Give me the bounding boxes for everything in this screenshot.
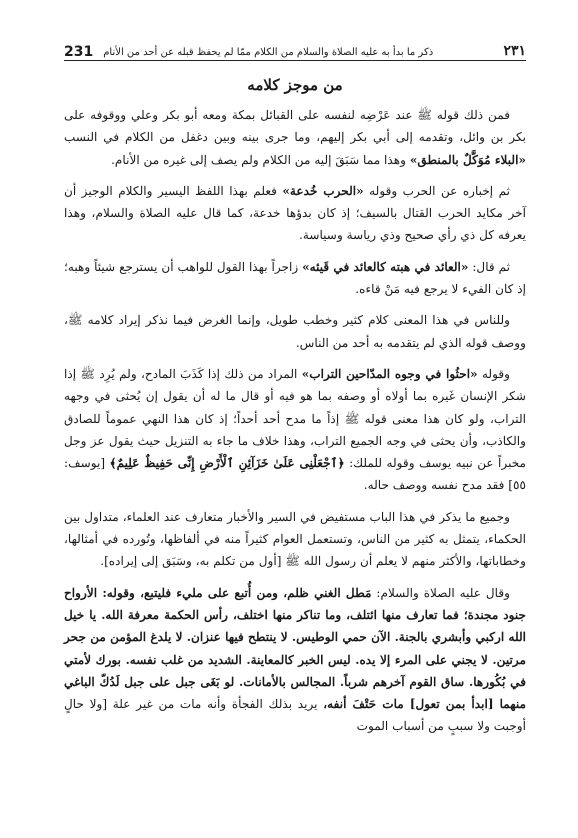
page-number-latin: 231 <box>64 44 94 60</box>
paragraph <box>64 180 526 247</box>
paragraph-text: وجميع ما يذكر في هذا الباب مستفيض في السير والأخبار متعارف عند العلماء، متداول بين الحكماء، يتمثل به كثير من الناس، وتستعمل العوام كثيراً منه في ألفاظها، وتُورده في أمثالها، وخطاباتها، والأكثر منهم لا يعلم أن رسول الله ﷺ [أول من تكلم به، وسَبَق إلى إيراده]. <box>64 509 526 569</box>
bold-quote: ﴿ٱجْعَلْنِى عَلَىٰ خَزَآئِنِ ٱلْأَرْضِ إِنِّى حَفِيظٌ عَلِيمٌ﴾ <box>109 456 345 471</box>
paragraph-text: ثم إخباره عن الحرب وقوله <box>363 183 511 198</box>
paragraph-text: ثم قال: <box>468 259 510 274</box>
paragraph-text: يريد بذلك الفجأة وأنه مات من غير علة [ولا حالٍ أوجبت ولا سببٍ من أسباب الموت <box>64 697 526 734</box>
paragraph-text: وقوله <box>477 366 510 381</box>
bold-quote: «العائد في هبته كالعائد في قَيئه» <box>302 259 469 274</box>
section-title: من موجز كلامه <box>247 76 343 94</box>
bold-quote: «البلاء مُوَكَّلٌ بالمنطق» <box>409 152 526 167</box>
paragraph <box>64 104 526 171</box>
paragraph-text: وللناس في هذا المعنى كلام كثير وخطب طويل، وإنما الغرض فيما نذكر إيراد كلامه ﷺ، ووصف قوله الذي لم يتقدمه به أحد من الناس. <box>64 313 526 350</box>
paragraph-text: وقال عليه الصلاة والسلام: <box>371 585 510 600</box>
paragraph <box>64 506 526 573</box>
page-body <box>64 62 526 832</box>
paragraphs-container <box>64 104 526 738</box>
paragraph-text: [يوسف: ٥٥] فقد مدح نفسه ووصف حاله. <box>64 456 526 493</box>
bold-quote: مَطل الغني ظلم، ومن أُتبع على مليء فليتبع، وقوله: الأرواح جنود مجندة؛ فما تعارف منها ائتلف، وما تناكر منها اختلف، رأس الحكمة معرفة الله. يا خيل الله اركبي وأبشري بالجنة. الآن حمي الوطيس. لا ينتطح فيها عنزان. لا يلدغ المؤمن من جحر مرتين. لا يجني على المرء إلا يده. ليس الخبر كالمعاينة. الشديد من غلب نفسه. بورك لأمتي في بُكُورها. ساق القوم آخرهم شرباً. المجالس بالأمانات. لو بَغَى جبل على جبل لَدُكّ الباغي منهما [ابدأ بمن تعول] مات حَتْفَ أنفه، <box>64 585 526 712</box>
paragraph-text: وهذا مما سَبَقَ إليه من الكلام ولم يصف إلى غيره من الأنام. <box>111 152 410 167</box>
bold-quote: «الحرب خُدعة» <box>282 183 364 198</box>
paragraph <box>64 363 526 497</box>
paragraph-text: المراد من ذلك إذا كَذَبَ المادح، ولم يُرِد ﷺ إذا شكر الإنسان غَيره بما أولاه أو وصفه بما هو فيه أو قال ما له أن يقول إن يُحثى في وجهه التراب، ولو كان هذا معنى قوله ﷺ إذاً ما مدح أحد أحداً؛ إذ كان هذا النهي عموماً للصادق والكاذب، وأن يحثى في وجه الجميع التراب، وهذا خلاف ما جاء به التنزيل حيث يقول عز وجل مخبراً عن نبيه يوسف وقوله للملك: <box>64 366 527 471</box>
paragraph <box>64 309 526 354</box>
paragraph-text: فمن ذلك قوله ﷺ عند عَرْضِه لنفسه على القبائل بمكة ومعه أبو بكر وعلي ووقوفه على بكر بن وائل، وتقدمه إلى أبي بكر إليهم، وما جرى بينه وبين دغفل من الكلام في النسب <box>64 108 526 145</box>
page-number-arabic: ٢٣١ <box>503 43 526 59</box>
paragraph <box>64 582 526 738</box>
bold-quote: «احثُوا في وجوه المدّاحين التراب» <box>301 366 478 381</box>
paragraph <box>64 256 526 301</box>
header-left <box>64 44 433 60</box>
running-title: ذكر ما بدأ به عليه الصلاة والسلام من الكلام ممّا لم يحفظ قبله عن أحد من الأنام <box>103 47 434 58</box>
paragraph-text: فعلم بهذا اللفظ اليسير والكلام الوجيز أن آخر مكايد الحرب القتال بالسيف؛ إذ كان بدؤها خدعة، كما قال عليه الصلاة والسلام، وهذا يعرفه كل ذي رأي صحيح وذي رياسة وسياسة. <box>64 183 526 243</box>
page-header <box>64 38 526 61</box>
paragraph-text: زاجراً بهذا القول للواهب أن يسترجع شيئاً وهبه؛ إذ كان الفيء لا يرجع فيه مَنْ قاءه. <box>64 259 526 297</box>
